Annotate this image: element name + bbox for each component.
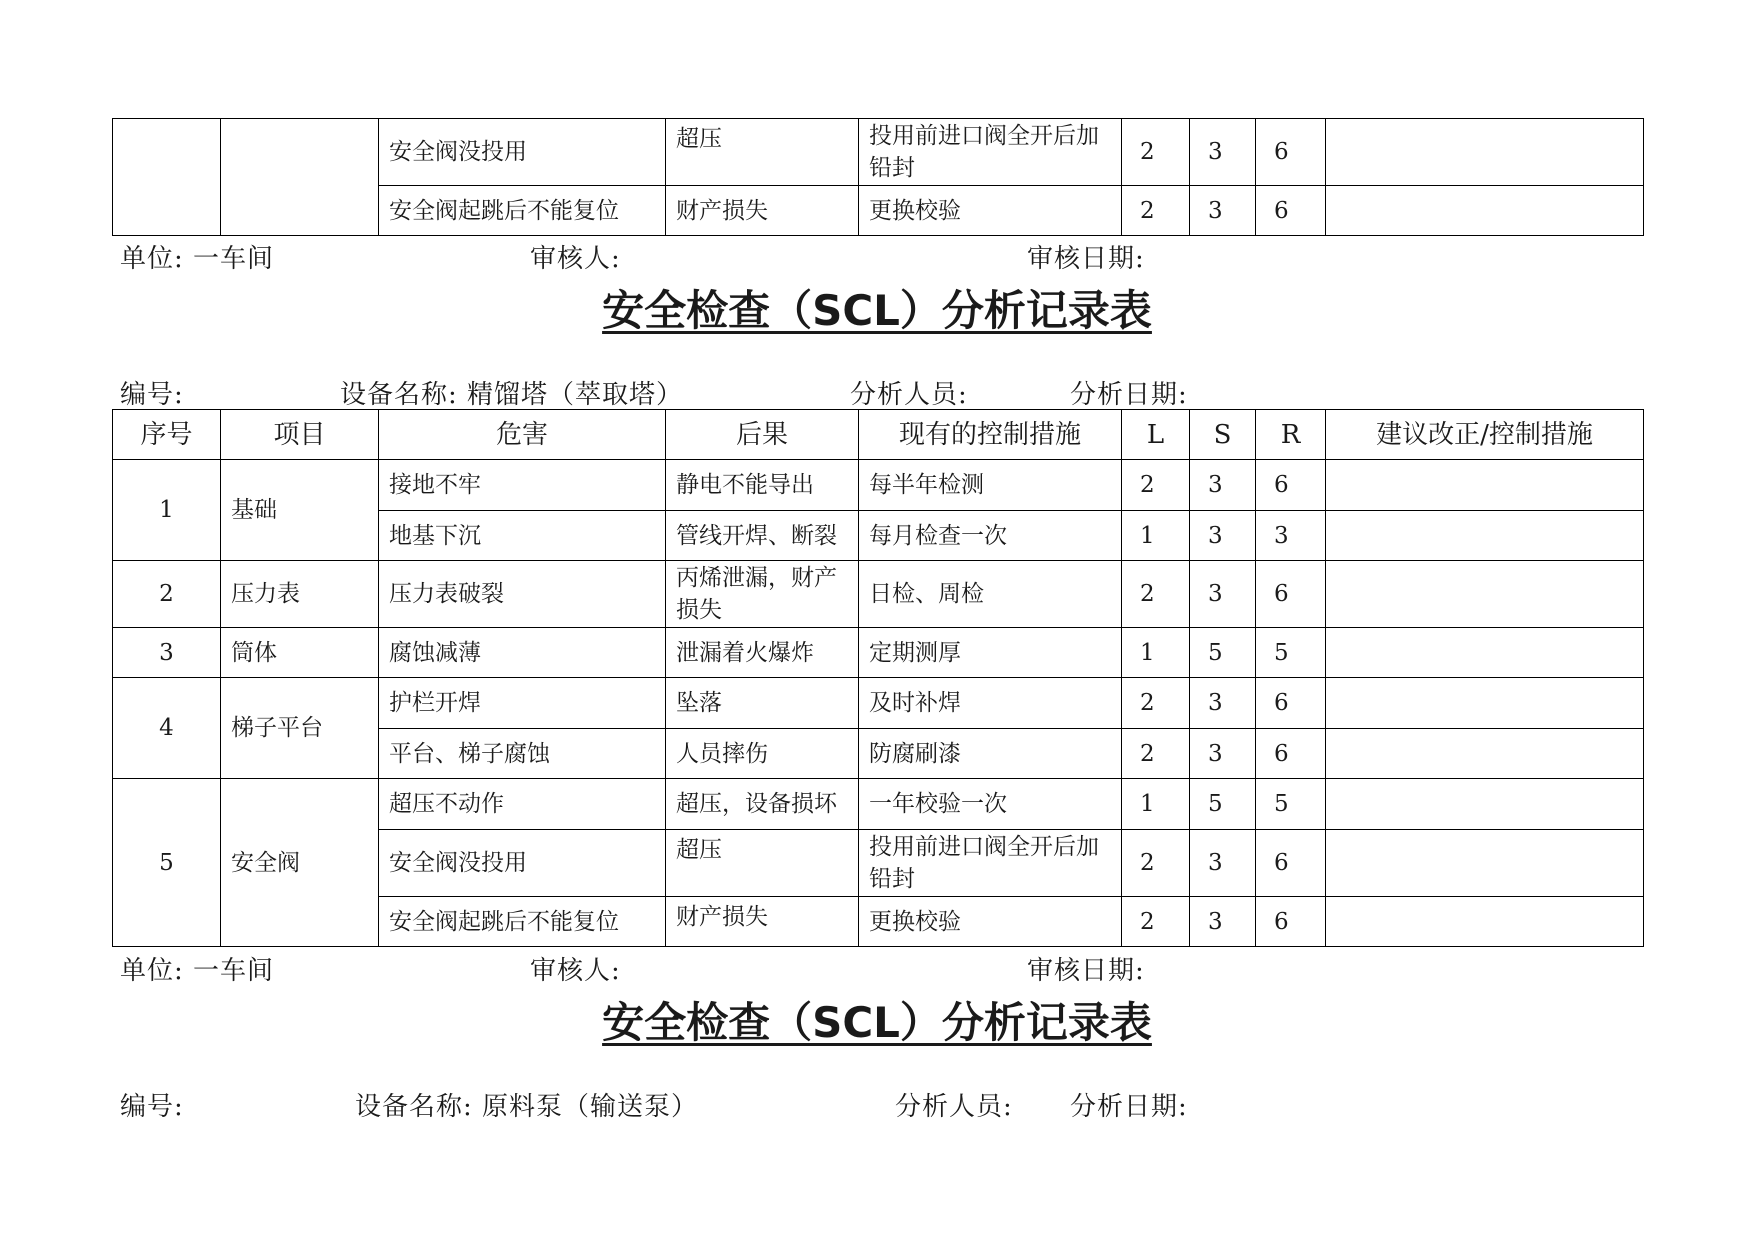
l-cell: 2 — [1122, 186, 1190, 236]
l-cell: 2 — [1122, 678, 1190, 729]
control-cell: 日检、周检 — [859, 561, 1122, 628]
no-cell — [113, 119, 221, 236]
consequence-cell: 财产损失 — [666, 897, 859, 947]
header-control: 现有的控制措施 — [859, 410, 1122, 460]
consequence-cell: 财产损失 — [666, 186, 859, 236]
hazard-cell: 超压不动作 — [379, 779, 666, 830]
l-cell: 2 — [1122, 561, 1190, 628]
consequence-cell: 超压 — [666, 119, 859, 186]
s-cell: 3 — [1190, 511, 1256, 561]
analyst-label: 分析人员: — [850, 380, 968, 410]
consequence-cell: 超压，设备损坏 — [666, 779, 859, 830]
hazard-cell: 地基下沉 — [379, 511, 666, 561]
no-cell: 5 — [113, 779, 221, 947]
table-row — [113, 678, 1644, 729]
consequence-cell: 坠落 — [666, 678, 859, 729]
item-cell: 梯子平台 — [221, 678, 379, 779]
consequence-cell: 人员摔伤 — [666, 729, 859, 779]
hazard-cell: 安全阀没投用 — [379, 830, 666, 897]
no-cell: 2 — [113, 561, 221, 628]
s-cell: 3 — [1190, 897, 1256, 947]
consequence-cell: 管线开焊、断裂 — [666, 511, 859, 561]
s-cell: 5 — [1190, 779, 1256, 830]
r-cell: 6 — [1256, 561, 1326, 628]
suggestion-cell — [1326, 460, 1644, 511]
control-cell: 及时补焊 — [859, 678, 1122, 729]
header-suggestion: 建议改正/控制措施 — [1326, 410, 1644, 460]
number-label: 编号: — [120, 1092, 184, 1122]
table-row — [113, 561, 1644, 628]
table-row — [113, 628, 1644, 678]
equipment-name-label: 设备名称: 原料泵（输送泵） — [355, 1092, 699, 1122]
section-title: 安全检查（SCL）分析记录表 — [602, 998, 1152, 1047]
l-cell: 1 — [1122, 779, 1190, 830]
suggestion-cell — [1326, 830, 1644, 897]
s-cell: 3 — [1190, 678, 1256, 729]
unit-label: 单位: 一车间 — [120, 956, 275, 986]
l-cell: 2 — [1122, 897, 1190, 947]
control-cell: 每半年检测 — [859, 460, 1122, 511]
item-cell: 安全阀 — [221, 779, 379, 947]
hazard-cell: 安全阀起跳后不能复位 — [379, 186, 666, 236]
table-row — [113, 119, 1644, 186]
header-hazard: 危害 — [379, 410, 666, 460]
no-cell: 3 — [113, 628, 221, 678]
s-cell: 3 — [1190, 561, 1256, 628]
item-cell — [221, 119, 379, 236]
control-cell: 更换校验 — [859, 186, 1122, 236]
item-cell: 压力表 — [221, 561, 379, 628]
suggestion-cell — [1326, 511, 1644, 561]
hazard-cell: 护栏开焊 — [379, 678, 666, 729]
l-cell: 1 — [1122, 511, 1190, 561]
r-cell: 6 — [1256, 729, 1326, 779]
hazard-cell: 安全阀起跳后不能复位 — [379, 897, 666, 947]
control-cell: 一年校验一次 — [859, 779, 1122, 830]
suggestion-cell — [1326, 897, 1644, 947]
l-cell: 2 — [1122, 460, 1190, 511]
top-continuation-table — [112, 118, 1644, 236]
suggestion-cell — [1326, 119, 1644, 186]
l-cell: 1 — [1122, 628, 1190, 678]
hazard-cell: 接地不牢 — [379, 460, 666, 511]
s-cell: 3 — [1190, 186, 1256, 236]
suggestion-cell — [1326, 779, 1644, 830]
hazard-cell: 平台、梯子腐蚀 — [379, 729, 666, 779]
hazard-cell: 压力表破裂 — [379, 561, 666, 628]
consequence-cell: 超压 — [666, 830, 859, 897]
unit-label: 单位: 一车间 — [120, 244, 275, 274]
s-cell: 5 — [1190, 628, 1256, 678]
consequence-cell: 静电不能导出 — [666, 460, 859, 511]
r-cell: 6 — [1256, 897, 1326, 947]
scl-analysis-table — [112, 409, 1644, 947]
hazard-cell: 安全阀没投用 — [379, 119, 666, 186]
header-l: L — [1122, 410, 1190, 460]
l-cell: 2 — [1122, 830, 1190, 897]
section-title: 安全检查（SCL）分析记录表 — [602, 286, 1152, 335]
equipment-name-label: 设备名称: 精馏塔（萃取塔） — [340, 380, 684, 410]
control-cell: 每月检查一次 — [859, 511, 1122, 561]
suggestion-cell — [1326, 561, 1644, 628]
r-cell: 6 — [1256, 119, 1326, 186]
suggestion-cell — [1326, 628, 1644, 678]
analysis-date-label: 分析日期: — [1070, 380, 1188, 410]
suggestion-cell — [1326, 678, 1644, 729]
s-cell: 3 — [1190, 460, 1256, 511]
control-cell: 更换校验 — [859, 897, 1122, 947]
hazard-cell: 腐蚀减薄 — [379, 628, 666, 678]
l-cell: 2 — [1122, 119, 1190, 186]
control-cell: 投用前进口阀全开后加铅封 — [859, 830, 1122, 897]
item-cell: 筒体 — [221, 628, 379, 678]
r-cell: 6 — [1256, 830, 1326, 897]
no-cell: 4 — [113, 678, 221, 779]
r-cell: 3 — [1256, 511, 1326, 561]
control-cell: 定期测厚 — [859, 628, 1122, 678]
s-cell: 3 — [1190, 119, 1256, 186]
consequence-cell: 泄漏着火爆炸 — [666, 628, 859, 678]
control-cell: 防腐刷漆 — [859, 729, 1122, 779]
header-item: 项目 — [221, 410, 379, 460]
control-cell: 投用前进口阀全开后加铅封 — [859, 119, 1122, 186]
s-cell: 3 — [1190, 830, 1256, 897]
header-no: 序号 — [113, 410, 221, 460]
reviewer-label: 审核人: — [530, 956, 621, 986]
analysis-date-label: 分析日期: — [1070, 1092, 1188, 1122]
l-cell: 2 — [1122, 729, 1190, 779]
suggestion-cell — [1326, 729, 1644, 779]
review-date-label: 审核日期: — [1027, 244, 1145, 274]
header-consequence: 后果 — [666, 410, 859, 460]
r-cell: 6 — [1256, 678, 1326, 729]
header-s: S — [1190, 410, 1256, 460]
review-date-label: 审核日期: — [1027, 956, 1145, 986]
no-cell: 1 — [113, 460, 221, 561]
header-row — [113, 410, 1644, 460]
analyst-label: 分析人员: — [895, 1092, 1013, 1122]
reviewer-label: 审核人: — [530, 244, 621, 274]
number-label: 编号: — [120, 380, 184, 410]
r-cell: 6 — [1256, 460, 1326, 511]
consequence-cell: 丙烯泄漏，财产损失 — [666, 561, 859, 628]
r-cell: 6 — [1256, 186, 1326, 236]
table-row — [113, 779, 1644, 830]
header-r: R — [1256, 410, 1326, 460]
suggestion-cell — [1326, 186, 1644, 236]
r-cell: 5 — [1256, 628, 1326, 678]
s-cell: 3 — [1190, 729, 1256, 779]
table-row — [113, 460, 1644, 511]
item-cell: 基础 — [221, 460, 379, 561]
r-cell: 5 — [1256, 779, 1326, 830]
